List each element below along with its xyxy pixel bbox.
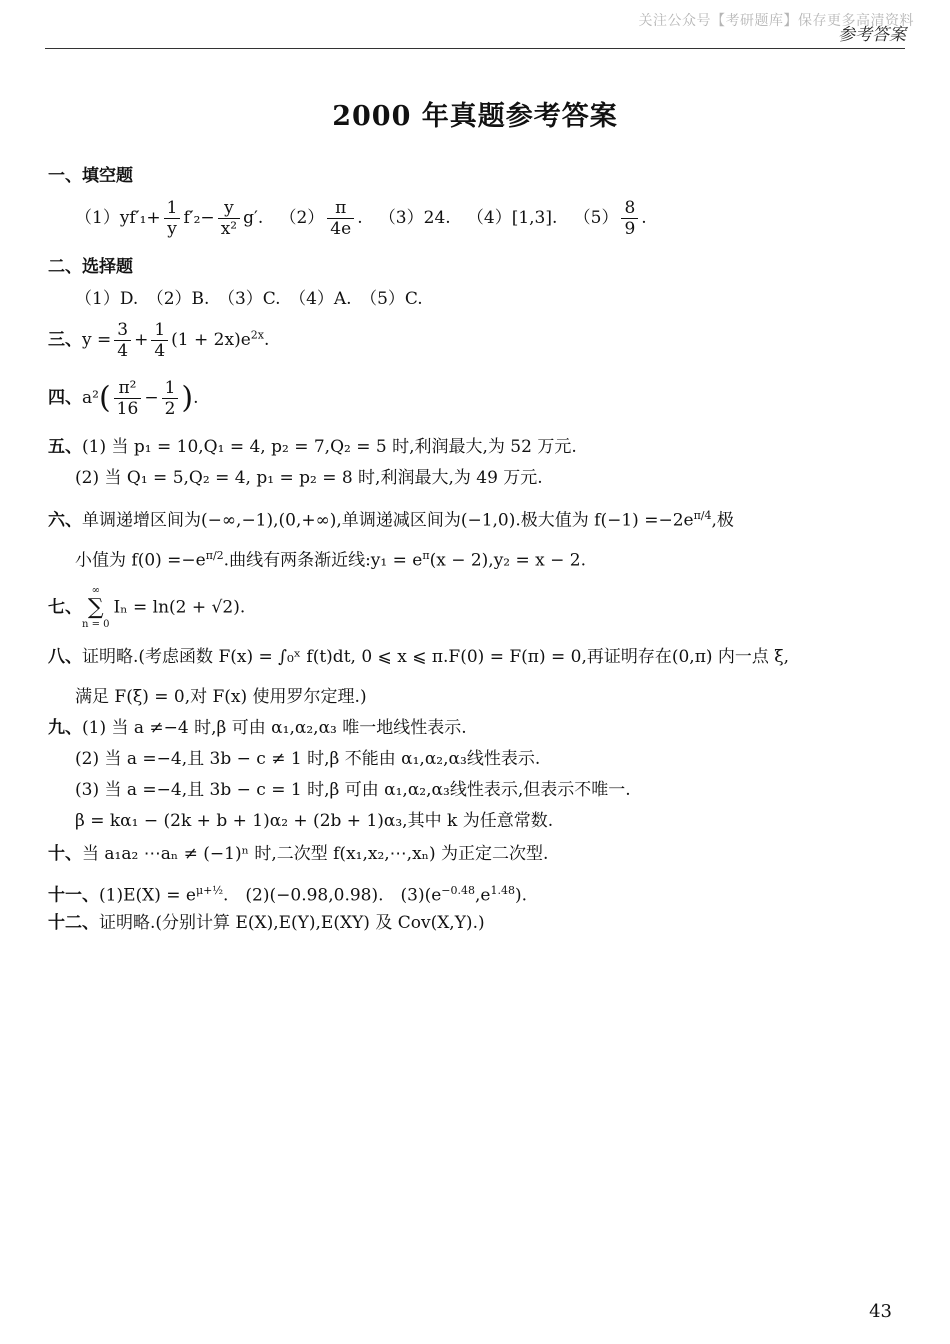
running-head: 参考答案 — [838, 25, 906, 45]
watermark-text: 关注公众号【考研题库】保存更多高清资料 — [638, 13, 914, 29]
page-number: 43 — [869, 1301, 892, 1322]
s1-a5: （5） — [573, 208, 619, 228]
page-title: 2000 年真题参考答案 — [332, 101, 618, 132]
section-9-line-3: (3) 当 a =−4,且 3b − c = 1 时,β 可由 α₁,α₂,α₃线性表示,但表示不唯一. — [75, 780, 631, 800]
section-6-line-2: 小值为 $f(0) =-e^{\pi/2}$.曲线有两条渐近线:y₁ = $e^\pi(x - 2),y_2 = x - 2$. — [75, 549, 587, 571]
section-5-line-2: (2) 当 Q₁ = 5,Q₂ = 4, p₁ = p₂ = 8 时,利润最大,为 49 万元. — [75, 468, 543, 488]
section-1-label: 一、填空题 — [48, 166, 133, 186]
section-8-line-1: 八、证明略.(考虑函数 F(x) = ∫₀ˣ f(t)dt, 0 ⩽ x ⩽ π.F(0) = F(π) = 0,再证明存在(0,π) 内一点 ξ, — [48, 647, 790, 667]
section-9-line-4: β = kα₁ − (2k + b + 1)α₂ + (2b + 1)α₃,其中 k 为任意常数. — [75, 811, 554, 831]
section-11: 十一、$(1)E(X) = e^{\mu+\frac{1}{2}}$. (2)(−0.98,0.98). $(3)(e^{-0.48},e^{1.48})$. — [48, 884, 528, 906]
s1-a2: （2） — [279, 208, 325, 228]
section-9-line-1: 九、(1) 当 a ≠−4 时,β 可由 α₁,α₂,α₃ 唯一地线性表示. — [48, 718, 467, 738]
section-1-answers: （1）yf′₁+ $\frac{1}{y}$ f′₂− $\frac{y}{\text{x²}}$ g′. （2） $\frac{\pi}{4e}$ . （3）24. （4）[1,3]. （5） $\frac{8}{9}$ . — [75, 198, 647, 239]
s1-a1: （1）yf′₁+ — [75, 208, 161, 228]
section-12: 十二、证明略.(分别计算 E(X),E(Y),E(XY) 及 Cov(X,Y).) — [48, 913, 485, 933]
section-6-line-1: 六、单调递增区间为(−∞,−1),(0,+∞),单调递减区间为(−1,0).极大值为 $f(-1) =-2e^{\pi/4}$,极 — [48, 509, 734, 531]
s3-frac2: $\frac{1}{4}$ — [151, 320, 168, 361]
section-7: 七、 ∞ ∑ n = 0 Iₙ = ln(2 + √2). — [48, 585, 246, 630]
section-4: 四、a²( $\frac{\text{π²}}{16}$ − $\frac{1}{2}$ ). — [48, 378, 199, 419]
section-10: 十、当 a₁a₂ ⋯aₙ ≠ (−1)ⁿ 时,二次型 f(x₁,x₂,⋯,xₙ) 为正定二次型. — [48, 844, 549, 864]
s1-a1-frac2: $\frac{y}{\text{x²}}$ — [218, 198, 240, 239]
s1-a4: （4）[1,3]. — [466, 208, 558, 228]
section-8-line-2: 满足 F(ξ) = 0,对 F(x) 使用罗尔定理.) — [75, 687, 367, 707]
s1-a3: （3）24. — [378, 208, 451, 228]
s4-frac2: $\frac{1}{2}$ — [162, 378, 179, 419]
s1-a2-frac: $\frac{\pi}{4e}$ — [327, 198, 354, 239]
section-9-line-2: (2) 当 a =−4,且 3b − c ≠ 1 时,β 不能由 α₁,α₂,α₃线性表示. — [75, 749, 541, 769]
s4-frac1: $\frac{\text{π²}}{16}$ — [114, 378, 142, 419]
s1-a5-frac: $\frac{8}{9}$ — [621, 198, 638, 239]
section-2-answers: （1）D. （2）B. （3）C. （4）A. （5）C. — [75, 289, 423, 309]
header-rule — [45, 48, 905, 49]
s3-frac1: $\frac{3}{4}$ — [114, 320, 131, 361]
summation-symbol: ∞ ∑ n = 0 — [82, 585, 110, 630]
section-5-line-1: 五、(1) 当 p₁ = 10,Q₁ = 4, p₂ = 7,Q₂ = 5 时,利润最大,为 52 万元. — [48, 437, 577, 457]
section-3: 三、y = $\frac{3}{4}$ + $\frac{1}{4}$ $(1 + 2x)e^{2x}$. — [48, 320, 270, 361]
s1-a1-frac: $\frac{1}{y}$ — [164, 198, 181, 239]
section-2-label: 二、选择题 — [48, 257, 133, 277]
